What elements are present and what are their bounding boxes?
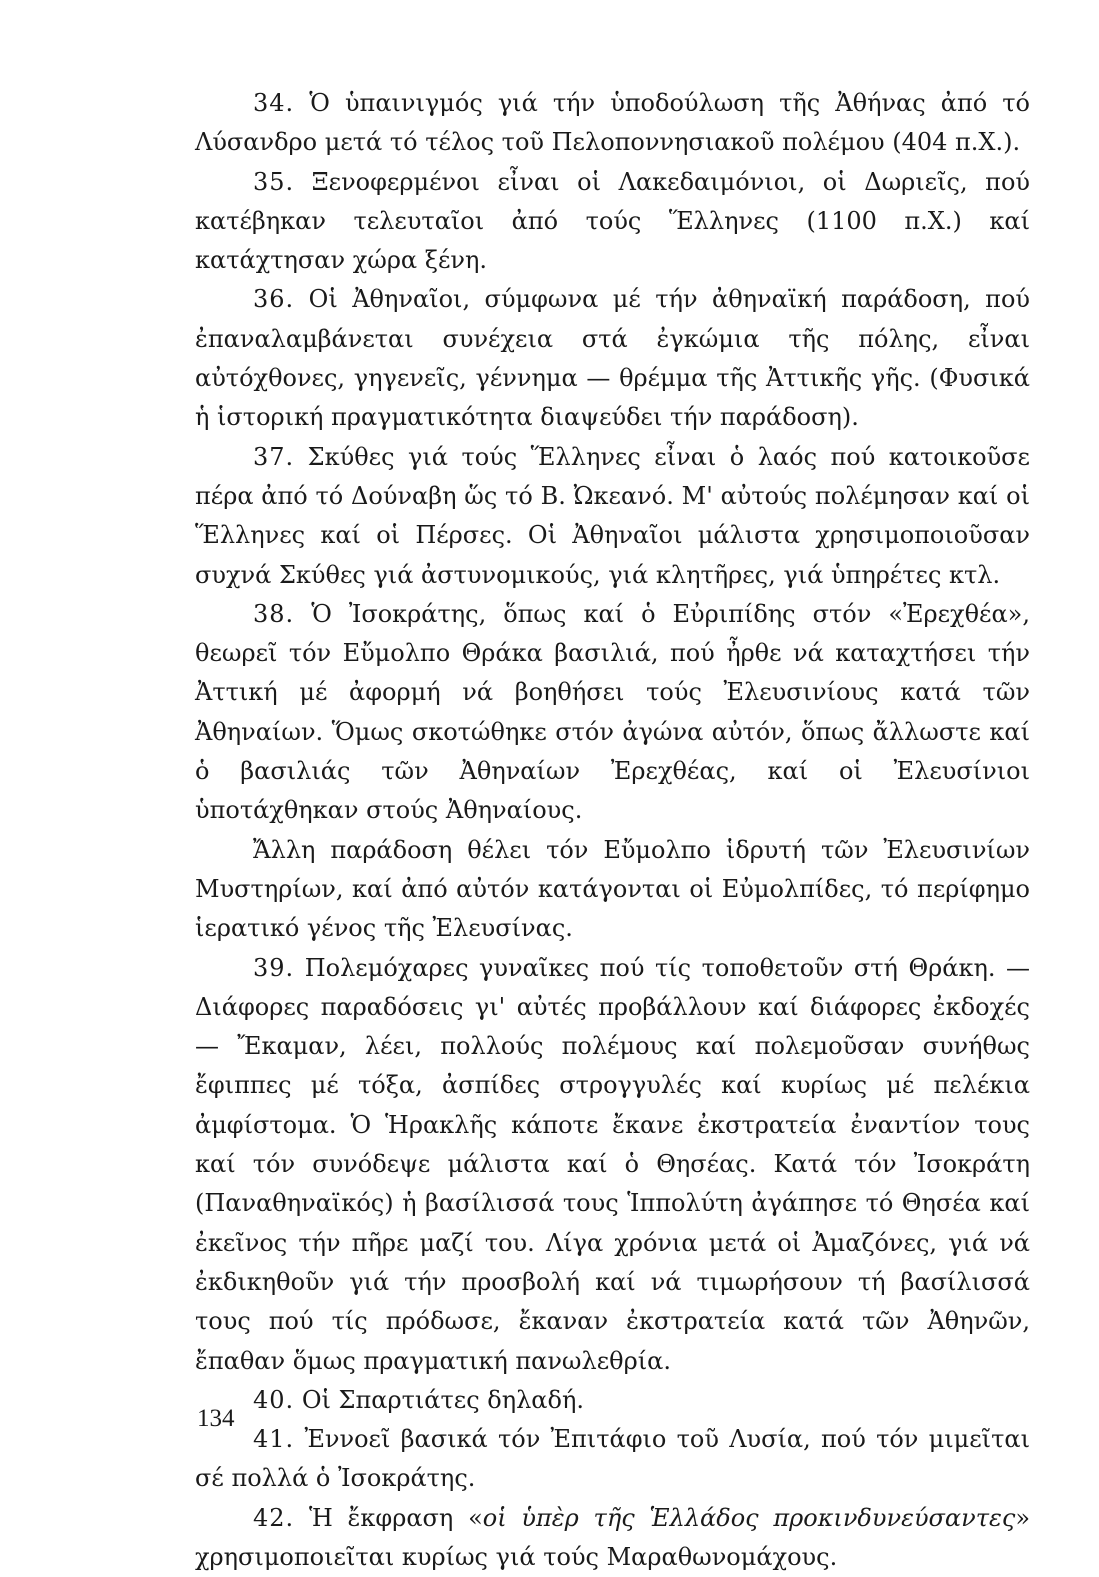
note-number: 38.	[253, 599, 295, 628]
note-42	[195, 1499, 1030, 1577]
note-39	[195, 949, 1030, 1381]
note-number: 37.	[253, 442, 295, 471]
note-number: 40.	[253, 1385, 295, 1414]
note-number: 39.	[253, 953, 295, 982]
note-36	[195, 280, 1030, 437]
note-text: Ὁ Ἰσοκράτης, ὅπως καί ὁ Εὐριπίδης στόν «Ἐρεχθέα», θεωρεῖ τόν Εὔμολπο Θράκα βασιλιά, πού ἦρθε νά καταχτήσει τήν Ἀττική μέ ἀφορμή νά βοηθήσει τούς Ἐλευσινίους κατά τῶν Ἀθηναίων. Ὅμως σκοτώθηκε στόν ἀγώνα αὐτόν, ὅπως ἄλλωστε καί ὁ βασιλιάς τῶν Ἀθηναίων Ἐρεχθέας, καί οἱ Ἐλευσίνιοι ὑποτάχθηκαν στούς Ἀθηναίους.	[195, 599, 1030, 825]
note-38-continuation: Ἄλλη παράδοση θέλει τόν Εὔμολπο ἱδρυτή τῶν Ἐλευσινίων Μυστηρίων, καί ἀπό αὐτόν κατάγονται οἱ Εὐμολπίδες, τό περίφημο ἱερατικό γένος τῆς Ἐλευσίνας.	[195, 835, 1030, 943]
note-number: 36.	[253, 285, 295, 314]
note-34	[195, 84, 1030, 163]
note-text: Πολεμόχαρες γυναῖκες πού τίς τοποθετοῦν στή Θράκη. — Διάφορες παραδόσεις γι' αὐτές προβάλλουν καί διάφορες ἐκδοχές — Ἔκαμαν, λέει, πολλούς πολέμους καί πολεμοῦσαν συνήθως ἔφιππες μέ τόξα, ἀσπίδες στρογγυλές καί κυρίως μέ πελέκια ἀμφίστομα. Ὁ Ἡρακλῆς κάποτε ἔκανε ἐκστρατεία ἐναντίον τους καί τόν συνόδεψε μάλιστα καί ὁ Θησέας. Κατά τόν Ἰσοκράτη (Παναθηναϊκός) ἡ βασίλισσά τους Ἱππολύτη ἀγάπησε τό Θησέα καί ἐκεῖνος τήν πῆρε μαζί του. Λίγα χρόνια μετά οἱ Ἀμαζόνες, γιά νά ἐκδικηθοῦν γιά τήν προσβολή καί νά τιμωρήσουν τή βασίλισσά τους πού τίς πρόδωσε, ἔκαναν ἐκστρατεία κατά τῶν Ἀθηνῶν, ἔπαθαν ὅμως πραγματική πανωλεθρία.	[195, 953, 1030, 1375]
note-text: Ἐννοεῖ βασικά τόν Ἐπιτάφιο τοῦ Λυσία, πού τόν μιμεῖται σέ πολλά ὁ Ἰσοκράτης.	[195, 1425, 1030, 1493]
note-text: Οἱ Σπαρτιάτες δηλαδή.	[301, 1385, 584, 1414]
note-number: 34.	[253, 89, 295, 117]
note-text: Σκύθες γιά τούς Ἕλληνες εἶναι ὁ λαός πού κατοικοῦσε πέρα ἀπό τό Δούναβη ὥς τό Β. Ὠκεανό. Μ' αὐτούς πολέμησαν καί οἱ Ἕλληνες καί οἱ Πέρσες. Οἱ Ἀθηναῖοι μάλιστα χρησιμοποιοῦσαν συχνά Σκύθες γιά ἀστυνομικούς, γιά κλητῆρες, γιά ὑπηρέτες κτλ.	[195, 442, 1030, 589]
note-quote-italic: οἱ ὑπὲρ τῆς Ἑλλάδος προκινδυνεύσαντες	[482, 1503, 1016, 1532]
note-number: 41.	[253, 1425, 295, 1454]
note-35	[195, 163, 1030, 281]
note-41	[195, 1420, 1030, 1499]
note-37	[195, 438, 1030, 595]
note-number: 42.	[253, 1503, 295, 1532]
note-40	[195, 1381, 1030, 1420]
note-text: Οἱ Ἀθηναῖοι, σύμφωνα μέ τήν ἀθηναϊκή παράδοση, πού ἐπαναλαμβάνεται συνέχεια στά ἐγκώμια τῆς πόλης, εἶναι αὐτόχθονες, γηγενεῖς, γέννημα — θρέμμα τῆς Ἀττικῆς γῆς. (Φυσικά ἡ ἱστορική πραγματικότητα διαψεύδει τήν παράδοση).	[195, 285, 1030, 432]
note-text-before: Ἡ ἔκφραση «	[308, 1503, 483, 1532]
endnotes-page	[195, 84, 1030, 1577]
note-text-after: » χρησιμοποιεῖται κυρίως γιά τούς Μαραθωνομάχους.	[195, 1503, 1030, 1571]
note-text: Ξενοφερμένοι εἶναι οἱ Λακεδαιμόνιοι, οἱ Δωριεῖς, πού κατέβηκαν τελευταῖοι ἀπό τούς Ἕλληνες (1100 π.Χ.) καί κατάχτησαν χώρα ξένη.	[195, 167, 1030, 275]
note-text: Ὁ ὑπαινιγμός γιά τήν ὑποδούλωση τῆς Ἀθήνας ἀπό τό Λύσανδρο μετά τό τέλος τοῦ Πελοποννησιακοῦ πολέμου (404 π.Χ.).	[195, 89, 1030, 157]
note-number: 35.	[253, 167, 295, 196]
note-38	[195, 595, 1030, 831]
page-number: 134	[197, 1405, 235, 1432]
